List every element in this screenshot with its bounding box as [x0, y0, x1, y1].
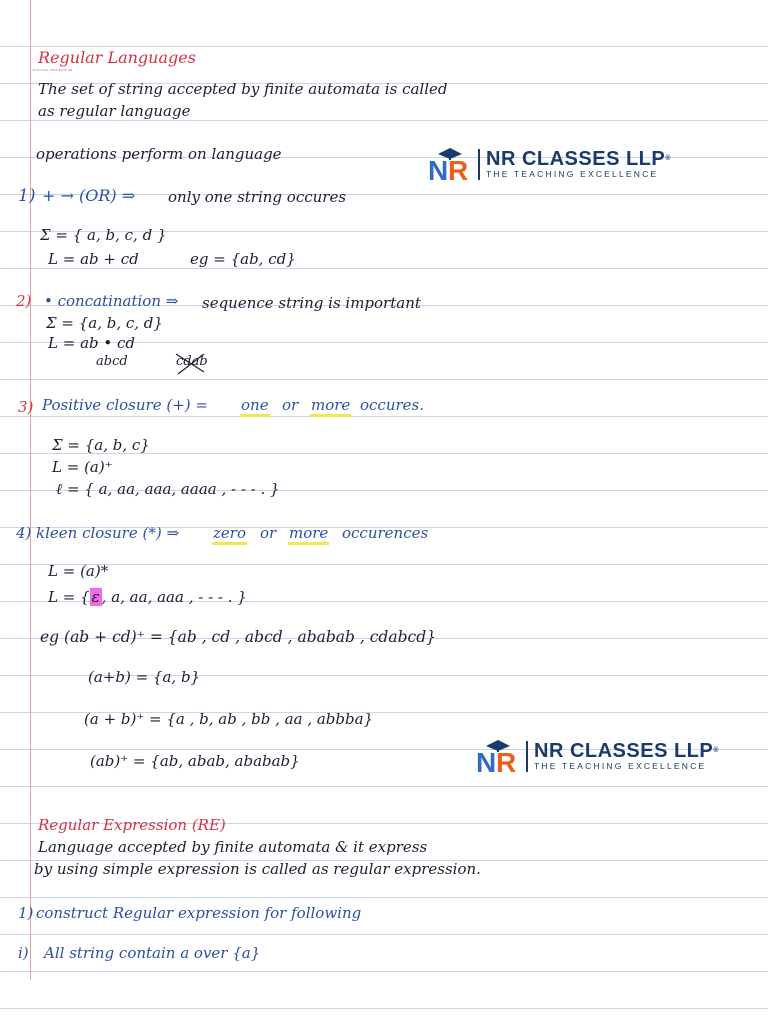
cross-out-mark — [172, 350, 208, 376]
op3-more: more — [310, 396, 351, 417]
op4-zero: zero — [212, 524, 247, 545]
page-meta: 29 October 2022 09:58 PM — [32, 68, 73, 72]
nr-classes-logo-2 — [476, 738, 719, 774]
re-definition-2: by using simple expression is called as regular expression. — [34, 860, 481, 878]
op4-number: 4) — [16, 524, 32, 542]
example-3: (a + b)⁺ = {a , b, ab , bb , aa , abbba} — [84, 710, 374, 728]
logo-name: NR CLASSES LLP® — [486, 147, 671, 170]
nr-logo-icon — [476, 738, 520, 774]
op3-language: L = (a)⁺ — [52, 458, 113, 476]
construct-number: 1) — [18, 904, 34, 922]
svg-text:N: N — [476, 747, 497, 774]
op4-language-1: L = (a)* — [48, 562, 109, 580]
example-4: (ab)⁺ = {ab, abab, ababab} — [90, 752, 300, 770]
op3-sigma: Σ = {a, b, c} — [52, 436, 150, 454]
op1-sigma: Σ = { a, b, c, d } — [40, 226, 167, 244]
nr-classes-logo — [428, 146, 671, 182]
margin-line — [30, 0, 31, 980]
op4-heading: kleen closure (*) ⇒ — [36, 524, 180, 542]
svg-text:R: R — [496, 747, 517, 774]
example-2: (a+b) = {a, b} — [88, 668, 201, 686]
svg-text:N: N — [428, 155, 449, 182]
op1-language: L = ab + cd — [48, 250, 139, 268]
op2-language: L = ab • cd — [48, 334, 135, 352]
op3-number: 3) — [18, 398, 34, 416]
op4-occurences: occurences — [342, 524, 429, 542]
logo-tagline: THE TEACHING EXCELLENCE — [534, 760, 707, 771]
op2-sigma: Σ = {a, b, c, d} — [46, 314, 163, 332]
op2-description: sequence string is important — [202, 294, 421, 312]
re-heading: Regular Expression (RE) — [38, 816, 226, 834]
construct-heading: construct Regular expression for following — [36, 904, 362, 922]
re-definition-1: Language accepted by finite automata & it express — [38, 838, 428, 856]
op4-more: more — [288, 524, 329, 545]
op3-occures: occures. — [360, 396, 425, 414]
logo-tagline: THE TEACHING EXCELLENCE — [486, 168, 659, 179]
op3-one: one — [240, 396, 270, 417]
item-text: All string contain a over {a} — [44, 944, 261, 962]
logo-name: NR CLASSES LLP® — [534, 739, 719, 762]
op3-heading: Positive closure (+) = — [42, 396, 208, 414]
definition-line-2: as regular language — [38, 102, 191, 120]
op4-or: or — [260, 524, 277, 542]
example-1: eg (ab + cd)⁺ = {ab , cd , abcd , ababab , cdabcd} — [40, 628, 436, 646]
definition-line-1: The set of string accepted by finite automata is called — [38, 80, 448, 98]
op2-abcd: abcd — [96, 354, 128, 369]
op2-cdab-crossed: cdab — [176, 354, 208, 369]
op1-heading: + → (OR) ⇒ — [42, 186, 136, 205]
epsilon-highlight: ε — [91, 588, 100, 606]
op1-description: only one string occures — [168, 188, 347, 206]
page-title: Regular Languages — [38, 48, 196, 67]
nr-logo-icon — [428, 146, 472, 182]
item-number: i) — [18, 944, 29, 962]
op2-heading: • concatination ⇒ — [44, 292, 179, 310]
svg-text:R: R — [448, 155, 469, 182]
op4-language-2: L = { ε , a, aa, aaa , - - - . } — [48, 588, 247, 606]
op3-or: or — [282, 396, 299, 414]
op2-number: 2) — [16, 292, 32, 310]
op1-example: eg = {ab, cd} — [190, 250, 296, 268]
operations-heading: operations perform on language — [36, 145, 282, 163]
op3-set: ℓ = { a, aa, aaa, aaaa , - - - . } — [56, 480, 280, 498]
op1-number: 1) — [18, 186, 36, 206]
